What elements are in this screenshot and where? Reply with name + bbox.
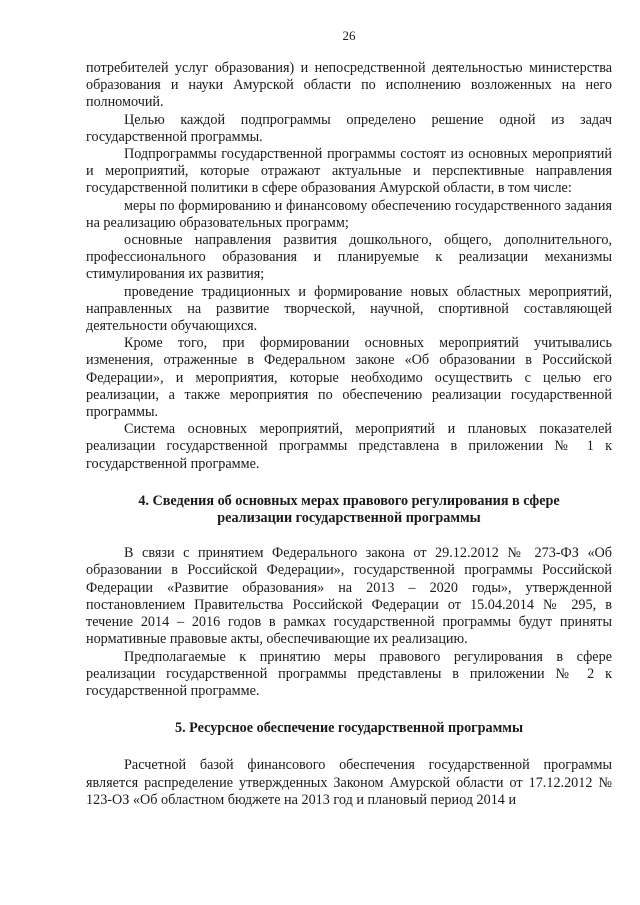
section-4-heading xyxy=(86,493,612,527)
paragraph: потребителей услуг образования) и непосредственной деятельностью министерства образования и науки Амурской области по исполнению возложенных на него полномочий. xyxy=(86,60,612,111)
paragraph: меры по формированию и финансовому обеспечению государственного задания на реализацию образовательных программ; xyxy=(86,197,612,231)
paragraph: Предполагаемые к принятию меры правового регулирования в сфере реализации государственной программы представлены в приложении № 2 к государственной программе. xyxy=(86,648,612,699)
section-4-heading-line2: реализации государственной программы xyxy=(217,510,481,527)
paragraph: Подпрограммы государственной программы состоят из основных мероприятий и мероприятий, которые отражают актуальные и перспективные направления государственной политики в сфере образования Амурской области, в том числе: xyxy=(86,146,612,197)
paragraph: В связи с принятием Федерального закона от 29.12.2012 № 273-ФЗ «Об образовании в Российской Федерации», государственной программы Российской Федерации «Развитие образования» на 2013 – 2020 годы», утвержденной постановлением Правительства Российской Федерации от 15.04.2014 № 295, в течение 2014 – 2016 годов в рамках государственной программы будут приняты нормативные правовые акты, обеспечивающие их реализацию. xyxy=(86,545,612,648)
intro-text xyxy=(86,60,612,473)
paragraph: Расчетной базой финансового обеспечения государственной программы является распределение утвержденных Законом Амурской области от 17.12.2012 № 123-ОЗ «Об областном бюджете на 2013 год и плановый период 2014 и xyxy=(86,757,612,808)
paragraph: основные направления развития дошкольного, общего, дополнительного, профессионального образования и планируемые к реализации механизмы стимулирования их развития; xyxy=(86,232,612,283)
section-5-text xyxy=(86,757,612,809)
page-number: 26 xyxy=(342,28,356,43)
section-4-text xyxy=(86,545,612,700)
paragraph: Целью каждой подпрограммы определено решение одной из задач государственной программы. xyxy=(86,111,612,145)
paragraph: проведение традиционных и формирование новых областных мероприятий, направленных на развитие творческой, научной, спортивной составляющей деятельности обучающихся. xyxy=(86,283,612,335)
paragraph: Система основных мероприятий, мероприятий и плановых показателей реализации государственной программы представлена в приложении № 1 к государственной программе. xyxy=(86,421,612,472)
section-5-heading: 5. Ресурсное обеспечение государственной программы xyxy=(174,720,524,737)
paragraph: Кроме того, при формировании основных мероприятий учитывались изменения, отраженные в Федеральном законе «Об образовании в Российской Федерации», и мероприятия, которые необходимо осуществить с целью его реализации, а также мероприятия по обеспечению реализации государственной программы. xyxy=(86,335,612,421)
section-4-heading-line1: 4. Сведения об основных мерах правового регулирования в сфере xyxy=(138,492,560,509)
